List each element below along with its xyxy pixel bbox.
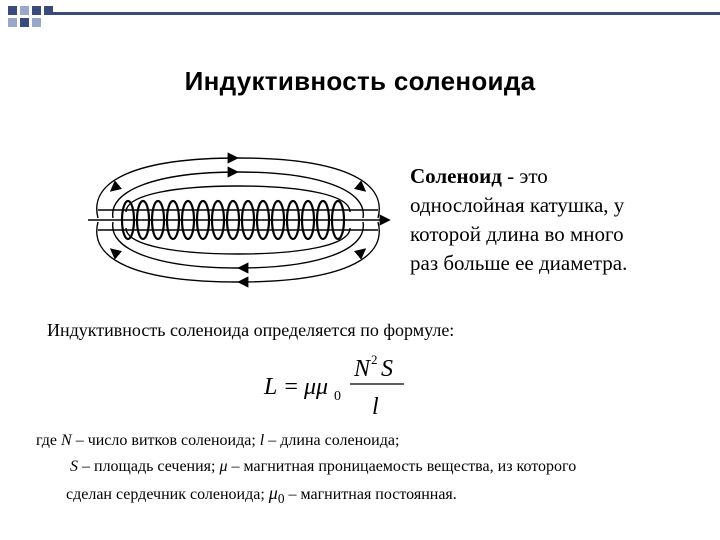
formula-num-exp: 2 [371, 352, 378, 367]
legend-text: – магнитная проницаемость вещества, из которого [227, 458, 577, 475]
header-rule [52, 12, 720, 15]
legend-text: – магнитная постоянная. [284, 486, 457, 503]
legend-text: – длина соленоида; [264, 432, 400, 449]
legend-symbol: μ [219, 458, 228, 475]
inductance-formula [262, 352, 412, 422]
legend-text: – площадь сечения; [78, 458, 220, 475]
solenoid-diagram [78, 150, 398, 290]
definition-line: однослойная катушка, у [410, 193, 625, 217]
corner-square [20, 18, 29, 27]
formula-den: l [372, 394, 379, 420]
formula-lhs: L = [264, 374, 300, 400]
definition-line: которой длина во много [410, 222, 624, 246]
legend-text: – число витков соленоида; [71, 432, 260, 449]
legend-symbol: S [70, 458, 78, 475]
legend-symbol: N [61, 432, 72, 449]
corner-square [32, 6, 41, 15]
formula-mu: μμ [304, 374, 329, 400]
formula-mu-sub: 0 [334, 389, 341, 404]
legend-text: сделан сердечник соленоида; [66, 486, 269, 503]
corner-square [32, 18, 41, 27]
corner-square [8, 6, 17, 15]
definition-rest: - это [501, 164, 548, 188]
formula-num-s: S [381, 356, 393, 382]
corner-square [20, 6, 29, 15]
legend-text: где [36, 432, 62, 449]
legend-symbol: l [259, 432, 265, 449]
legend-symbol: μ [268, 483, 278, 503]
legend-line-3 [66, 483, 457, 507]
slide-title: Индуктивность соленоида [184, 66, 536, 96]
legend-line-1 [36, 432, 399, 450]
corner-square [8, 18, 17, 27]
definition-line: раз больше ее диаметра. [410, 251, 628, 275]
formula-num-n: N [354, 356, 371, 382]
legend-line-2 [70, 458, 576, 476]
definition-text [410, 162, 710, 278]
legend-subscript: 0 [277, 491, 285, 507]
definition-term: Соленоид [410, 164, 502, 188]
formula-intro: Индуктивность соленоида определяется по формуле: [47, 320, 455, 340]
